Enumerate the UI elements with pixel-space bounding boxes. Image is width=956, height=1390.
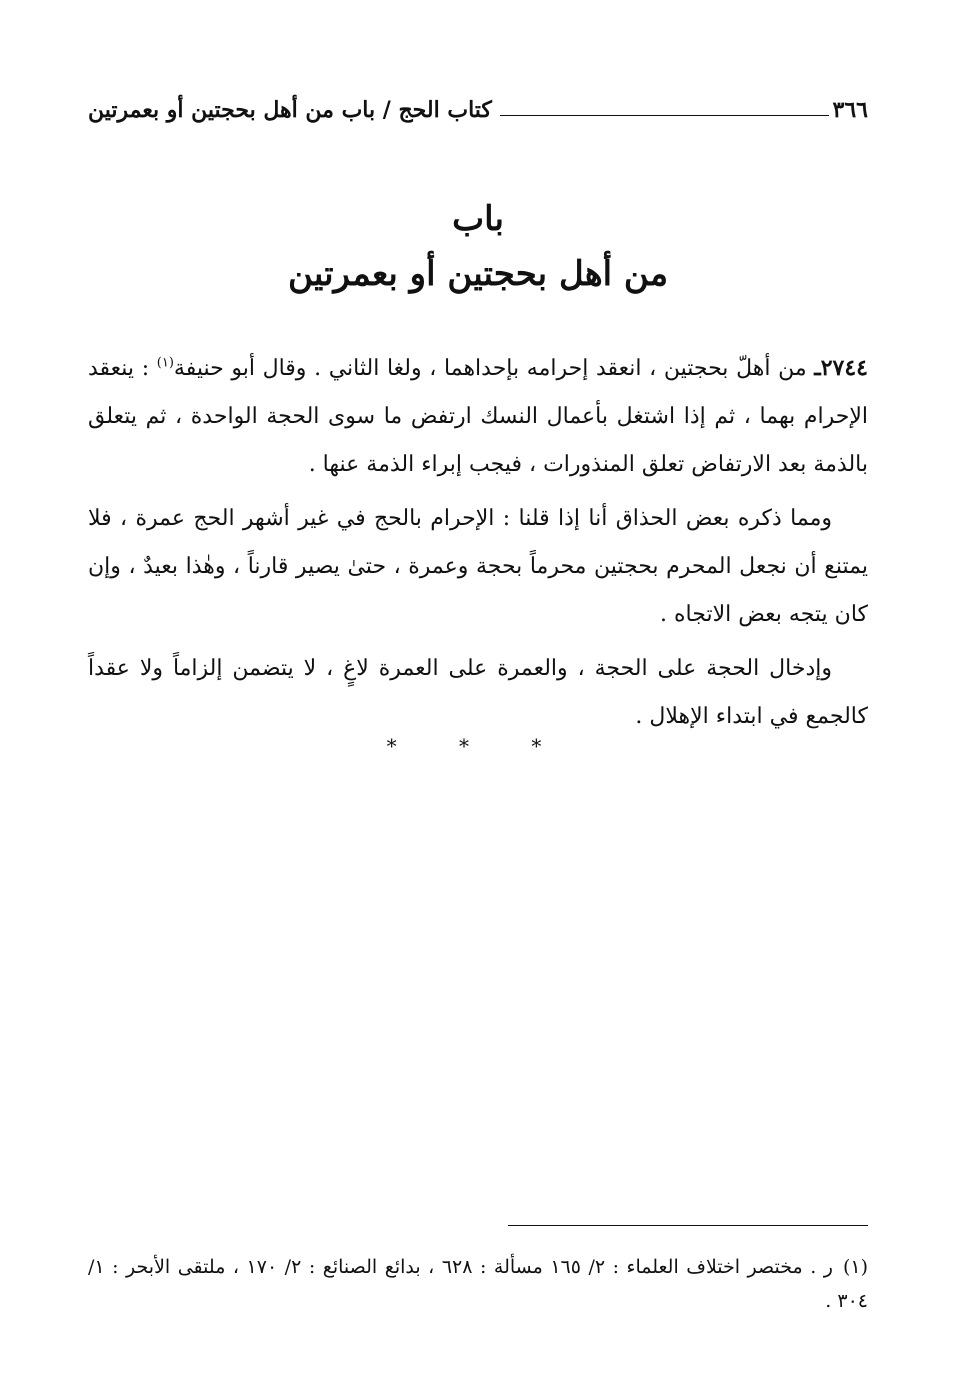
paragraph-2: ومما ذكره بعض الحذاق أنا إذا قلنا : الإحرام بالحج في غير أشهر الحج عمرة ، فلا يمتنع أن نجعل المحرم بحجتين محرماً بحجة وعمرة ، حتىٰ يصير قارناً ، وهٰذا بعيدٌ ، وإن كان يتجه بعض الاتجاه . bbox=[88, 506, 868, 627]
section-separator: * * * bbox=[386, 734, 570, 758]
paragraph-3: وإدخال الحجة على الحجة ، والعمرة على العمرة لاغٍ ، لا يتضمن إلزاماً ولا عقداً كالجمع في ابتداء الإهلال . bbox=[88, 656, 868, 729]
chapter-label: باب bbox=[452, 199, 504, 239]
issue-number: ٢٧٤٤ـ bbox=[814, 355, 868, 381]
paragraph-issue-text-b: : ينعقد الإحرام بهما ، ثم إذا اشتغل بأعمال النسك ارتفض ما سوى الحجة الواحدة ، ثم يتعلق بالذمة بعد الارتفاض تعلق المنذورات ، فيجب إبراء الذمة عنها . bbox=[88, 356, 868, 477]
page-number: ٣٦٦ bbox=[832, 97, 868, 123]
running-header-title: كتاب الحج / باب من أهل بحجتين أو بعمرتين bbox=[88, 97, 492, 123]
chapter-title: من أهل بحجتين أو بعمرتين bbox=[287, 254, 669, 294]
paragraph-issue bbox=[88, 344, 868, 489]
footnote-reference[interactable]: (١) bbox=[156, 355, 174, 371]
footnote-text: ر . مختصر اختلاف العلماء : ٢/ ١٦٥ مسألة : ٦٢٨ ، بدائع الصنائع : ٢/ ١٧٠ ، ملتقى الأبحر : ١/ ٣٠٤ . bbox=[88, 1256, 868, 1312]
footnote-marker: (١) bbox=[842, 1256, 869, 1278]
paragraph-issue-text-a: من أهلّ بحجتين ، انعقد إحرامه بإحداهما ، ولغا الثاني . وقال أبو حنيفة bbox=[173, 356, 815, 381]
body-text bbox=[88, 344, 868, 747]
chapter-heading bbox=[88, 192, 868, 302]
header-rule bbox=[500, 115, 829, 116]
footnote-rule bbox=[508, 1225, 868, 1226]
footnotes bbox=[88, 1250, 868, 1318]
footnote-item bbox=[88, 1250, 868, 1318]
running-header bbox=[88, 92, 868, 128]
